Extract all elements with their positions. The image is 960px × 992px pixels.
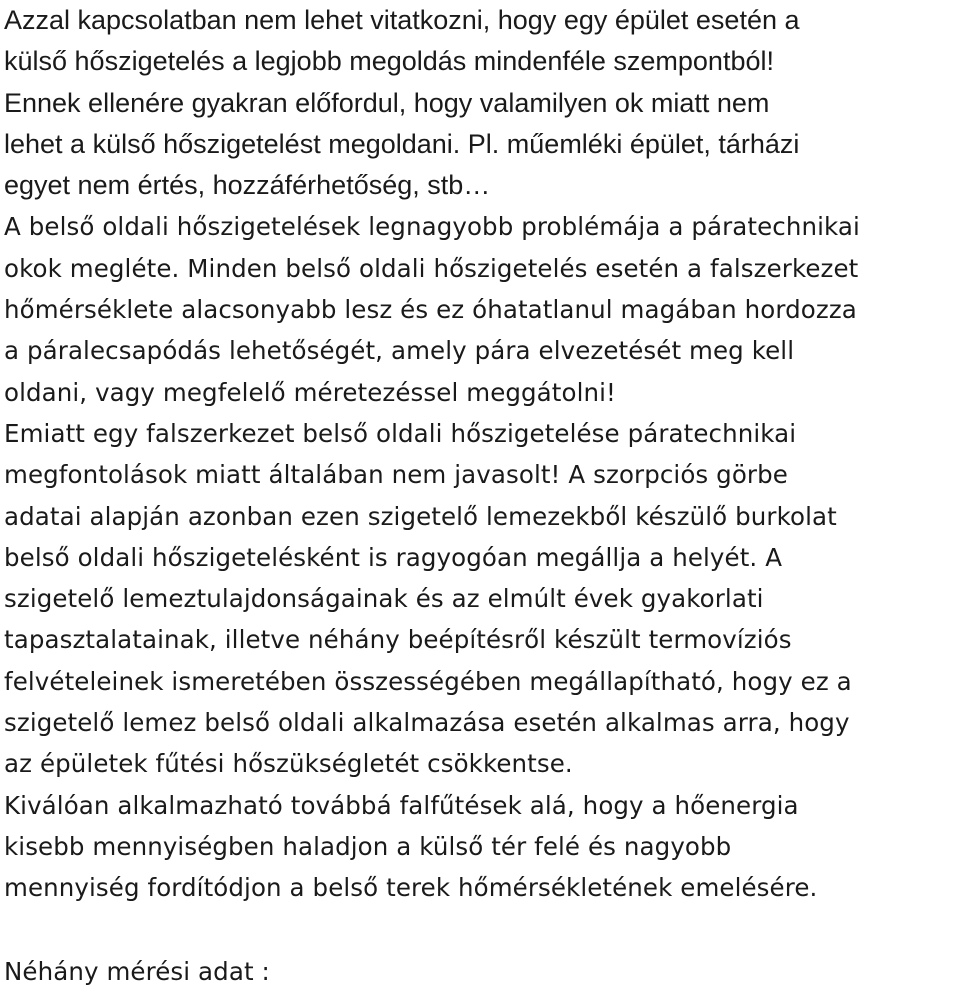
text-line: Azzal kapcsolatban nem lehet vitatkozni, hogy egy épület esetén a — [4, 5, 800, 35]
text-line: okok megléte. Minden belső oldali hőszigetelés esetén a falszerkezet — [4, 253, 859, 283]
text-line: az épületek fűtési hőszükségletét csökkentse. — [4, 749, 573, 779]
text-line: hőmérséklete alacsonyabb lesz és ez óhatatlanul magában hordozza — [4, 295, 857, 325]
document-body — [4, 0, 960, 992]
text-line: mennyiség fordítódjon a belső terek hőmérsékletének emelésére. — [4, 873, 818, 903]
text-line: Emiatt egy falszerkezet belső oldali hőszigetelése páratechnikai — [4, 418, 797, 448]
text-line: lehet a külső hőszigetelést megoldani. Pl. műemléki épület, tárházi — [4, 128, 800, 159]
text-line: Ennek ellenére gyakran előfordul, hogy valamilyen ok miatt nem — [4, 87, 770, 118]
text-line: szigetelő lemeztulajdonságainak és az elmúlt évek gyakorlati — [4, 584, 764, 614]
text-line: adatai alapján azonban ezen szigetelő lemezekből készülő burkolat — [4, 501, 837, 531]
text-line: szigetelő lemez belső oldali alkalmazása esetén alkalmas arra, hogy — [4, 708, 850, 738]
text-line: a páralecsapódás lehetőségét, amely pára elvezetését meg kell — [4, 336, 795, 366]
text-line: felvételeinek ismeretében összességében megállapítható, hogy ez a — [4, 666, 852, 696]
text-line: tapasztalatainak, illetve néhány beépítésről készült termovíziós — [4, 625, 792, 655]
paragraph-gap — [4, 909, 960, 951]
text-line: A belső oldali hőszigetelések legnagyobb problémája a páratechnikai — [4, 212, 860, 242]
text-line: megfontolások miatt általában nem javasolt! A szorpciós görbe — [4, 460, 788, 490]
section-heading: Néhány mérési adat : — [4, 956, 270, 986]
text-line: külső hőszigetelés a legjobb megoldás mindenféle szempontból! — [4, 46, 774, 77]
text-line: egyet nem értés, hozzáférhetőség, stb… — [4, 170, 491, 201]
text-line: Kiválóan alkalmazható továbbá falfűtések alá, hogy a hőenergia — [4, 790, 799, 820]
text-line: oldani, vagy megfelelő méretezéssel meggátolni! — [4, 377, 616, 407]
text-line: kisebb mennyiségben haladjon a külső tér felé és nagyobb — [4, 831, 732, 861]
text-line: belső oldali hőszigetelésként is ragyogóan megállja a helyét. A — [4, 542, 783, 572]
